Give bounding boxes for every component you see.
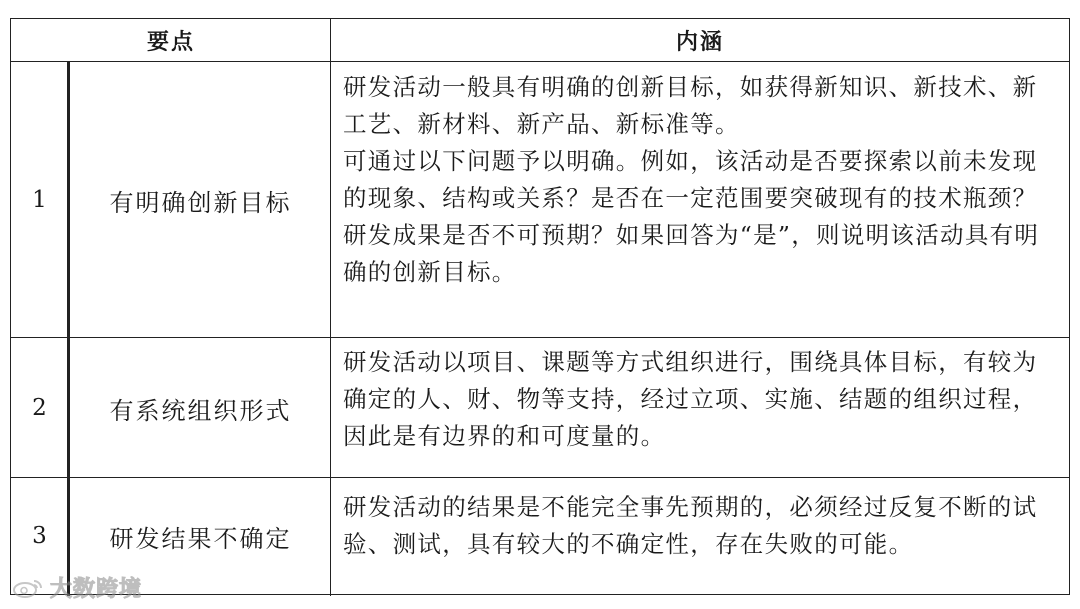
description-paragraph: 研发活动一般具有明确的创新目标，如获得新知识、新技术、新工艺、新材料、新产品、新标准等。 — [343, 73, 1038, 138]
row-point: 研发结果不确定 — [109, 524, 292, 553]
watermark — [12, 572, 142, 603]
row-number: 1 — [32, 187, 47, 213]
header-point: 要点 — [146, 30, 195, 55]
watermark-text: 大数跨境 — [50, 577, 143, 602]
row-number: 2 — [32, 395, 47, 421]
row-point: 有明确创新目标 — [109, 188, 292, 217]
row-description — [343, 69, 1061, 335]
row-number: 3 — [32, 523, 47, 549]
description-paragraph: 研发活动的结果是不能完全事先预期的，必须经过反复不断的试验、测试，具有较大的不确定性，存在失败的可能。 — [343, 493, 1038, 558]
description-paragraph: 研发活动以项目、课题等方式组织进行，围绕具体目标，有较为确定的人、财、物等支持，经过立项、实施、结题的组织过程，因此是有边界的和可度量的。 — [343, 348, 1038, 450]
header-meaning: 内涵 — [675, 30, 724, 55]
content-table — [10, 18, 1070, 595]
description-paragraph: 可通过以下问题予以明确。例如，该活动是否要探索以前未发现的现象、结构或关系？是否在一定范围要突破现有的技术瓶颈？研发成果是否不可预期？如果回答为“是”，则说明该活动具有明确的创新目标。 — [343, 147, 1040, 286]
row-description — [343, 489, 1061, 593]
weibo-logo-icon — [12, 578, 44, 598]
row-description — [343, 344, 1061, 474]
row-point: 有系统组织形式 — [109, 396, 292, 425]
